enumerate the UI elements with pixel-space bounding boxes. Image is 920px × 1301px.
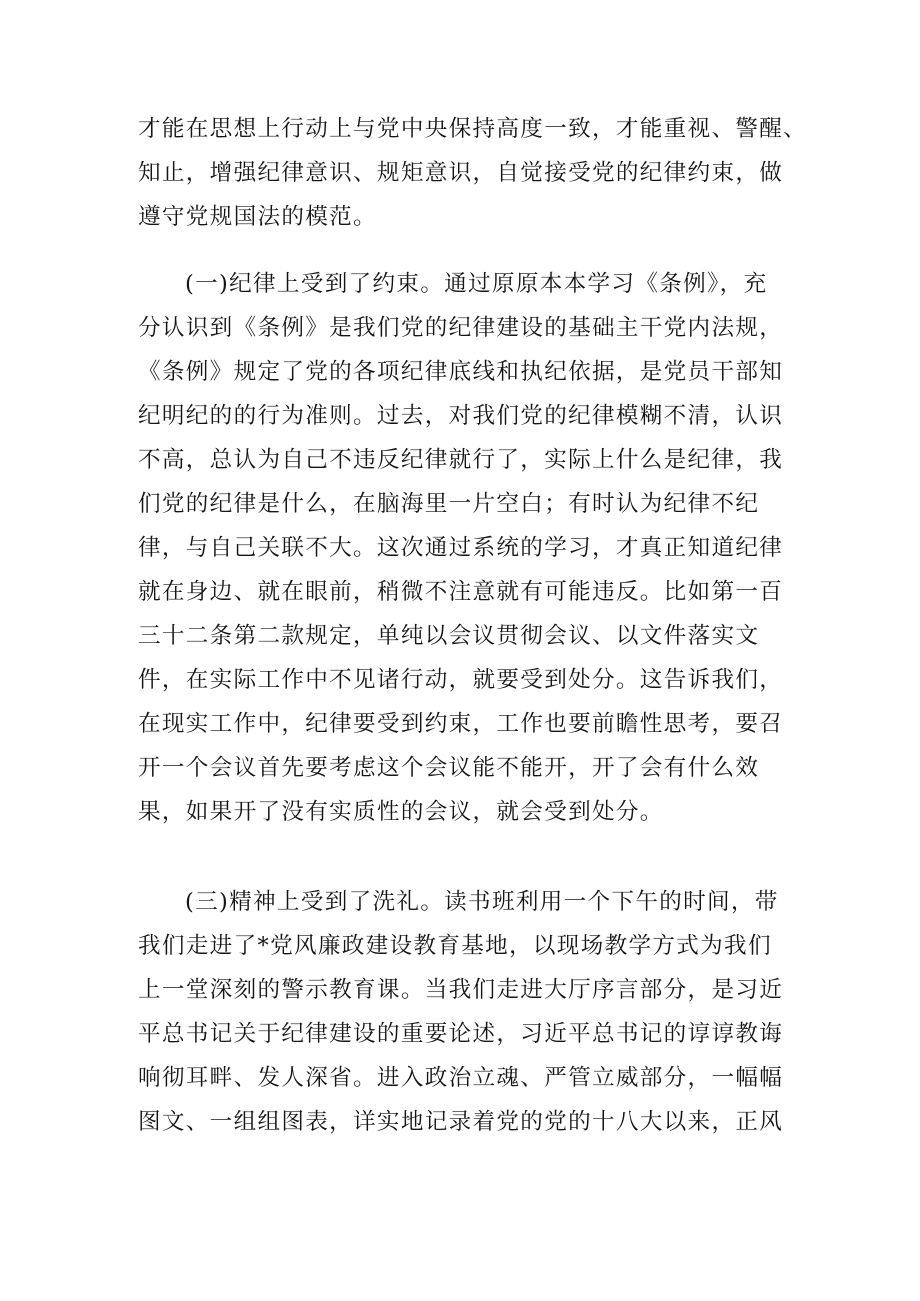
text-line: (一)纪律上受到了约束。通过原原本本学习《条例》，充 [185, 271, 768, 297]
text-line: 平总书记关于纪律建设的重要论述，习近平总书记的谆谆教诲 [138, 1021, 784, 1047]
text-line: 响彻耳畔、发人深省。进入政治立魂、严管立威部分，一幅幅 [138, 1065, 784, 1091]
text-line: 不高，总认为自己不违反纪律就行了，实际上什么是纪律，我 [138, 447, 784, 473]
text-line: 遵守党规国法的模范。 [138, 204, 377, 230]
paragraph-1 [138, 107, 808, 239]
paragraph-2 [138, 262, 788, 834]
text-line: (三)精神上受到了洗礼。读书班利用一个下午的时间，带 [185, 889, 779, 915]
text-line: 知止，增强纪律意识、规矩意识，自觉接受党的纪律约束，做 [138, 160, 784, 186]
text-line: 果，如果开了没有实质性的会议，就会受到处分。 [138, 799, 664, 825]
text-line: 《条例》规定了党的各项纪律底线和执纪依据，是党员干部知 [138, 359, 784, 385]
text-line: 分认识到《条例》是我们党的纪律建设的基础主干党内法规， [138, 315, 784, 341]
text-line: 三十二条第二款规定，单纯以会议贯彻会议、以文件落实文 [138, 623, 760, 649]
text-line: 们党的纪律是什么，在脑海里一片空白；有时认为纪律不纪 [138, 491, 760, 517]
text-line: 才能在思想上行动上与党中央保持高度一致，才能重视、警醒、 [138, 116, 808, 142]
text-line: 在现实工作中，纪律要受到约束，工作也要前瞻性思考，要召 [138, 711, 784, 737]
paragraph-3 [138, 880, 788, 1144]
text-line: 纪明纪的的行为准则。过去，对我们党的纪律模糊不清，认识 [138, 403, 784, 429]
text-line: 上一堂深刻的警示教育课。当我们走进大厅序言部分，是习近 [138, 977, 784, 1003]
text-line: 开一个会议首先要考虑这个会议能不能开，开了会有什么效 [138, 755, 760, 781]
text-line: 律，与自己关联不大。这次通过系统的学习，才真正知道纪律 [138, 535, 784, 561]
text-line: 图文、一组组图表，详实地记录着党的党的十八大以来，正风 [138, 1109, 784, 1135]
text-line: 我们走进了*党风廉政建设教育基地，以现场教学方式为我们 [138, 933, 772, 959]
text-line: 就在身边、就在眼前，稍微不注意就有可能违反。比如第一百 [138, 579, 784, 605]
text-line: 件，在实际工作中不见诸行动，就要受到处分。这告诉我们， [138, 667, 784, 693]
